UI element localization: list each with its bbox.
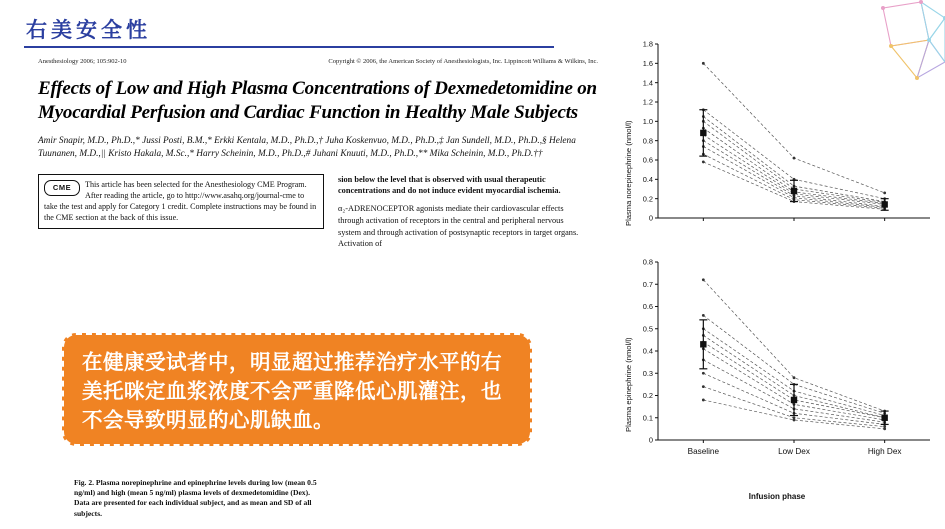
svg-text:0.1: 0.1 (642, 413, 653, 423)
svg-text:0.4: 0.4 (642, 346, 653, 356)
figure-caption: Fig. 2. Plasma norepinephrine and epinephrine levels during low (mean 0.5 ng/ml) and high (mean 5 ng/ml) plasma levels of dexmedetomidine (Dex). Data are presented for each individual subject, and as mean and SD of all subjects. (74, 478, 317, 518)
chart-norepinephrine-ylabel: Plasma norepinephrine (nmol/l) (624, 120, 633, 226)
cme-notice-box (38, 174, 324, 230)
svg-text:0.4: 0.4 (642, 174, 653, 184)
article-header (38, 58, 598, 67)
svg-text:0.8: 0.8 (642, 257, 653, 267)
svg-text:1.0: 1.0 (642, 116, 653, 126)
svg-text:0: 0 (648, 213, 653, 223)
svg-text:Low Dex: Low Dex (778, 447, 810, 456)
article-column-right (338, 174, 588, 257)
cme-notice-text: This article has been selected for the Anesthesiology CME Program. After reading the article, go to http://www.asahq.org/journal-cme to take the test and apply for Category 1 credit. Complete instructions may be found in the CME section at the back of this issue. (44, 179, 317, 223)
article-abstract-tail: sion below the level that is observed with usual therapeutic concentrations and do not induce evident myocardial ischemia. (338, 174, 561, 196)
journal-article-scan (38, 58, 598, 318)
svg-text:0.3: 0.3 (642, 368, 653, 378)
svg-text:0: 0 (648, 435, 653, 445)
article-columns (38, 174, 598, 257)
article-column-left (38, 174, 324, 257)
svg-text:0.2: 0.2 (642, 194, 653, 204)
chart-epinephrine-plot (612, 254, 938, 474)
article-journal-ref: Anesthesiology 2006; 105:902-10 (38, 58, 127, 65)
article-title: Effects of Low and High Plasma Concentrations of Dexmedetomidine on Myocardial Perfusion and Cardiac Function in Healthy Male Subjects (38, 78, 597, 124)
svg-text:0.6: 0.6 (642, 155, 653, 165)
chart-x-axis-title: Infusion phase (748, 492, 806, 501)
title-divider (24, 46, 554, 48)
svg-text:1.2: 1.2 (642, 97, 653, 107)
figure-panel (612, 36, 938, 516)
svg-text:0.7: 0.7 (642, 279, 653, 289)
svg-text:0.8: 0.8 (642, 136, 653, 146)
key-message-callout: 在健康受试者中，明显超过推荐治疗水平的右美托咪定血浆浓度不会严重降低心肌灌注，也不会导致明显的心肌缺血。 (62, 333, 532, 446)
article-copyright: Copyright © 2006, the American Society of Anesthesiologists, Inc. Lippincott Williams & Wilkins, Inc. (328, 58, 598, 65)
article-intro-paragraph: α₂-ADRENOCEPTOR agonists mediate their cardiovascular effects through activation of receptors in the central and peripheral nervous system and through activation of postsynaptic receptors in target organs. Activation of (338, 204, 579, 249)
chart-epinephrine (612, 254, 938, 474)
svg-text:Baseline: Baseline (687, 447, 720, 456)
svg-text:1.6: 1.6 (642, 58, 653, 68)
svg-text:1.8: 1.8 (642, 39, 653, 49)
svg-text:1.4: 1.4 (642, 78, 653, 88)
svg-text:0.5: 0.5 (642, 324, 653, 334)
svg-text:0.6: 0.6 (642, 302, 653, 312)
page-title: 右美安全性 (26, 19, 151, 42)
cme-badge: CME (44, 180, 80, 196)
chart-norepinephrine (612, 36, 938, 236)
svg-text:High Dex: High Dex (867, 447, 902, 456)
svg-text:0.2: 0.2 (642, 391, 653, 401)
article-authors: Amir Snapir, M.D., Ph.D.,* Jussi Posti, B.M.,* Erkki Kentala, M.D., Ph.D.,† Juha Koskenvuo, M.D., Ph.D.,‡ Jan Sundell, M.D., Ph.D.,§ Helena Tuunanen, M.D.,|| Kristo Hakala, M.Sc.,* Harry Scheinin, M.D., Ph.D.,# Juhani Knuuti, M.D., Ph.D.,** Mika Scheinin, M.D., Ph.D.†† (38, 135, 576, 160)
chart-norepinephrine-plot (612, 36, 938, 236)
chart-epinephrine-ylabel: Plasma epinephrine (nmol/l) (624, 337, 633, 432)
